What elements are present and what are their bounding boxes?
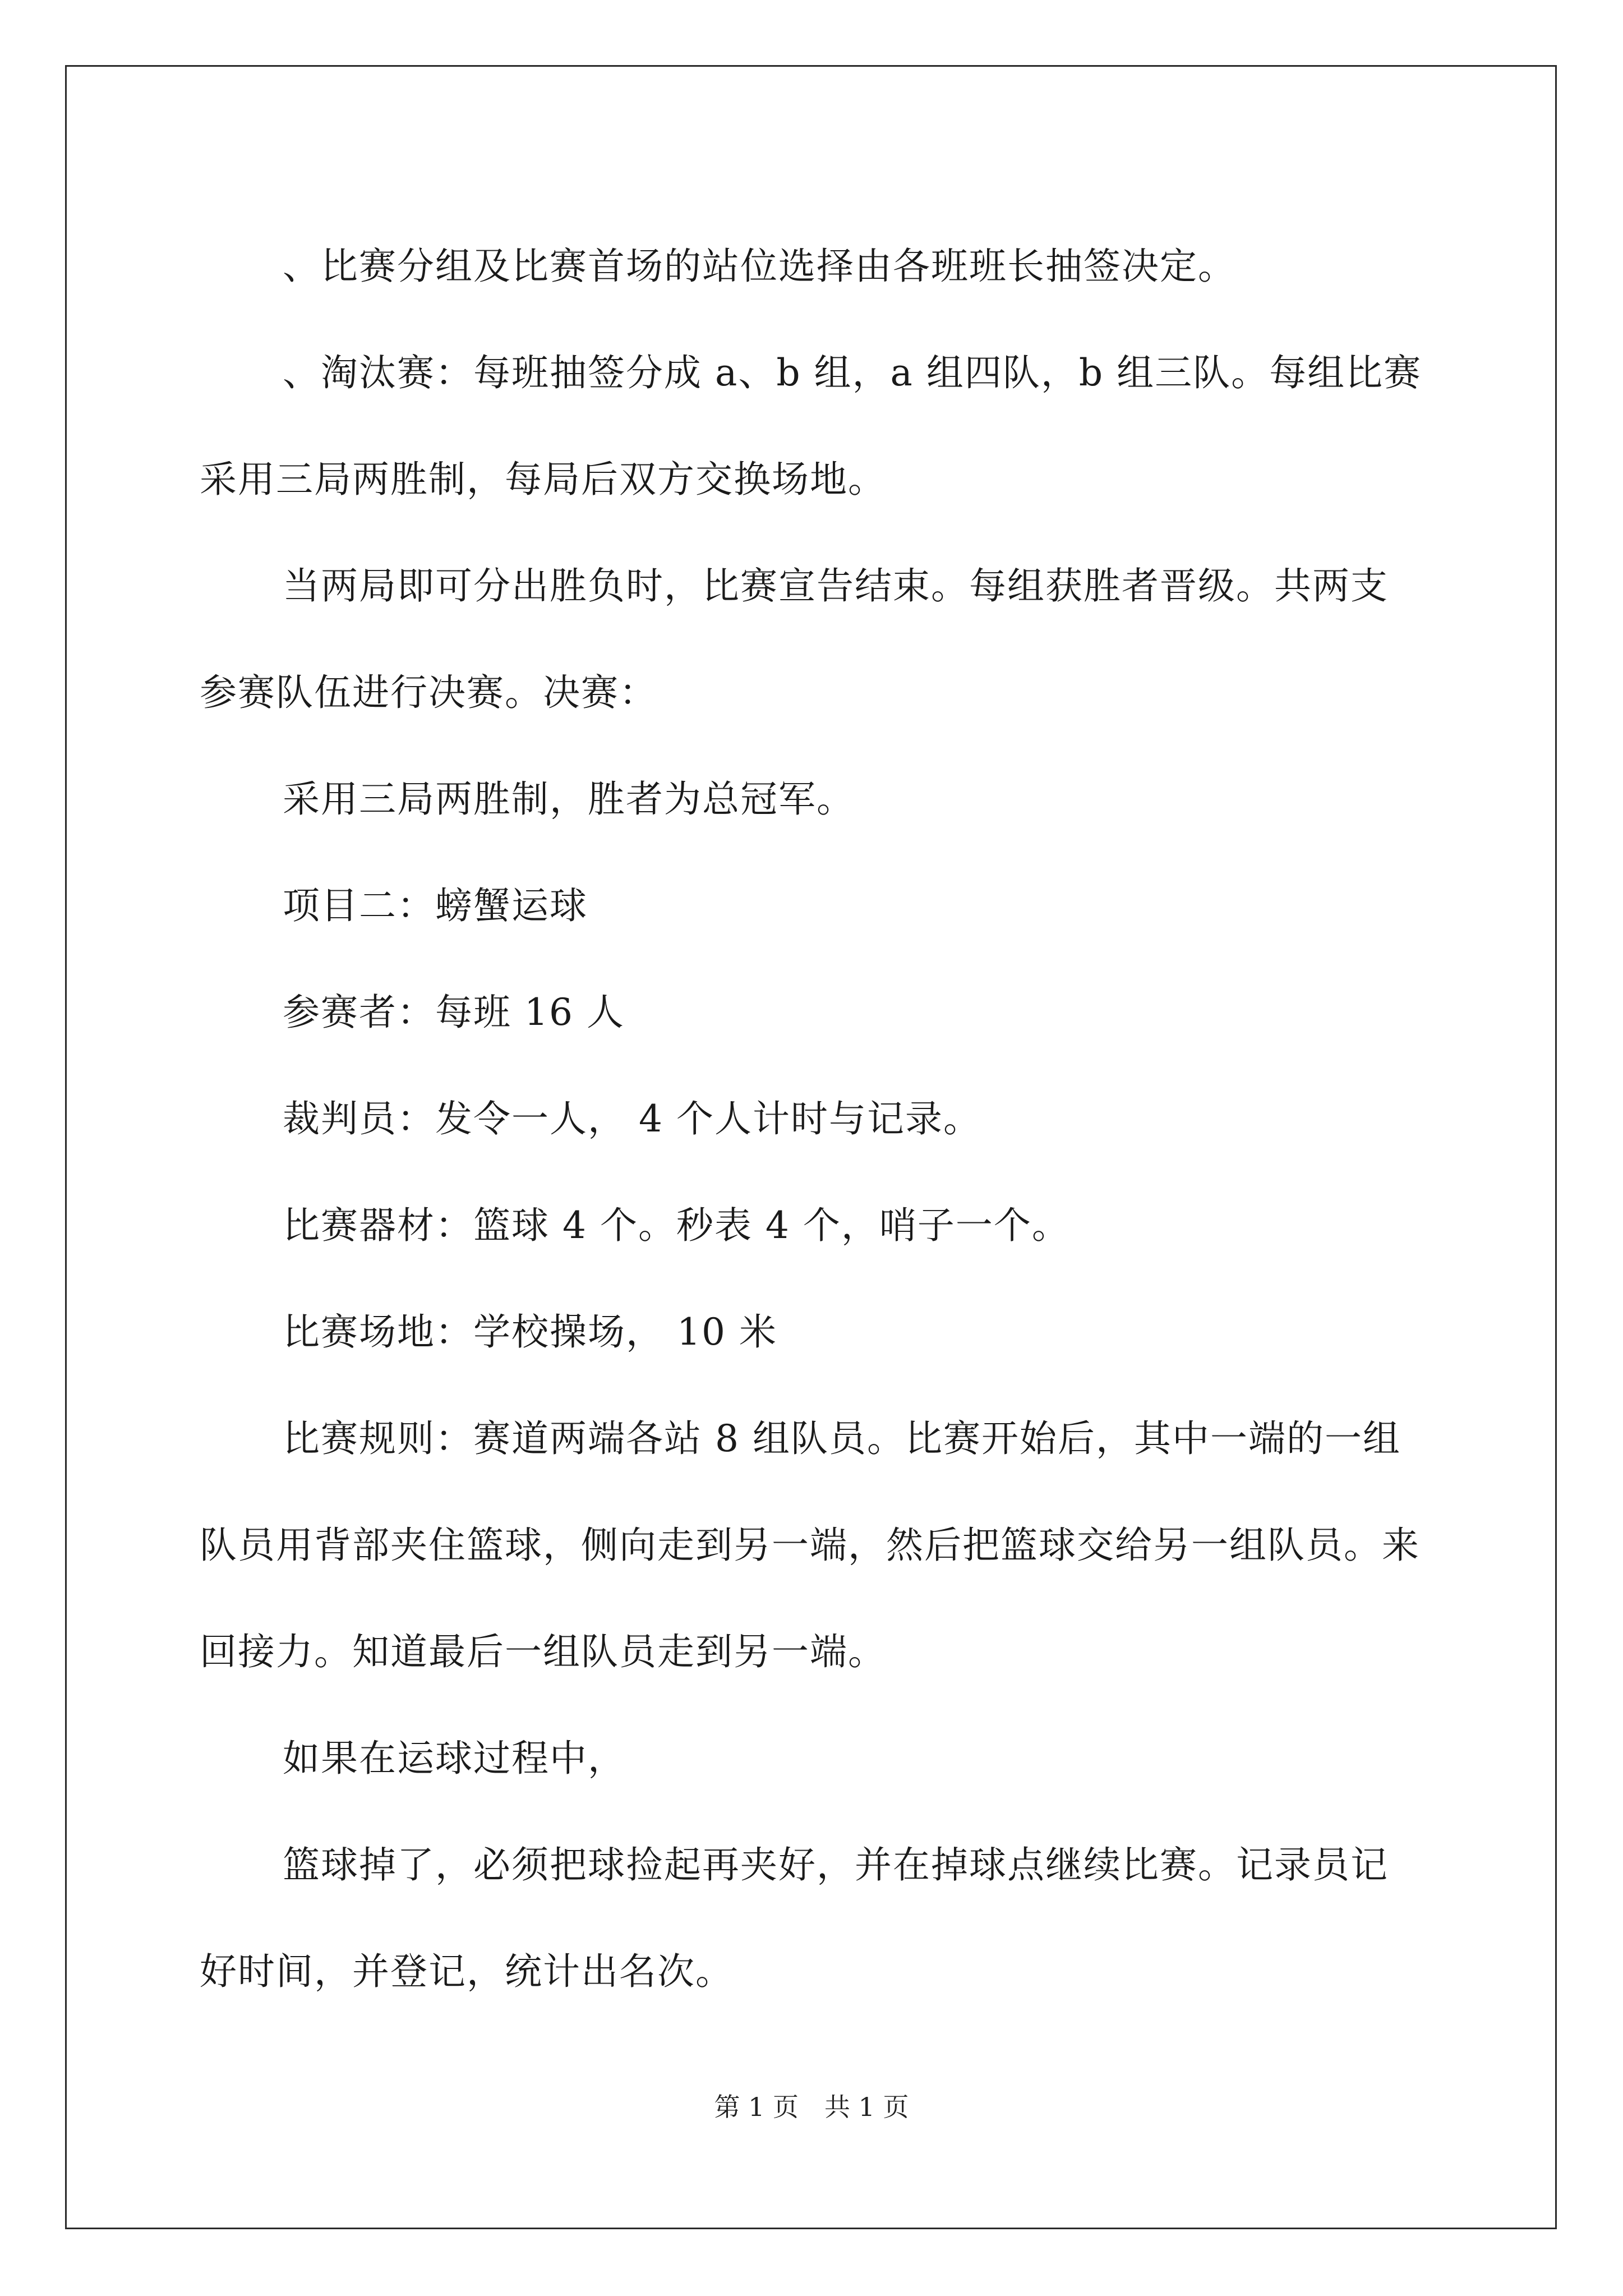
paragraph: 采用三局两胜制，胜者为总冠军。 xyxy=(283,777,855,821)
paragraph: 比赛场地：学校操场， 10 米 xyxy=(283,1310,777,1354)
paragraph: 、比赛分组及比赛首场的站位选择由各班班长抽签决定。 xyxy=(283,245,1236,288)
page-number-footer: 第 1 页 共 1 页 xyxy=(714,2092,909,2122)
paragraph: 项目二：螃蟹运球 xyxy=(283,884,588,927)
paragraph: 比赛器材：篮球 4 个。秒表 4 个，哨子一个。 xyxy=(283,1204,1070,1247)
paragraph: 篮球掉了，必须把球捡起再夹好，并在掉球点继续比赛。记录员记好时间，并登记，统计出名次。 xyxy=(200,1843,1389,1993)
paragraph: 裁判员：发令一人， 4 个人计时与记录。 xyxy=(283,1097,981,1140)
paragraph: 比赛规则：赛道两端各站 8 组队员。比赛开始后，其中一端的一组队员用背部夹住篮球，侧向走到另一端，然后把篮球交给另一组队员。来回接力。知道最后一组队员走到另一端。 xyxy=(200,1417,1420,1673)
document-body xyxy=(200,213,1426,2025)
paragraph: 如果在运球过程中， xyxy=(283,1737,626,1780)
paragraph: 参赛者：每班 16 人 xyxy=(283,991,625,1034)
paragraph: 当两局即可分出胜负时，比赛宣告结束。每组获胜者晋级。共两支参赛队伍进行决赛。决赛： xyxy=(200,564,1389,714)
paragraph: 、淘汰赛：每班抽签分成 a、b 组，a 组四队，b 组三队。每组比赛采用三局两胜制，每局后双方交换场地。 xyxy=(200,351,1422,501)
